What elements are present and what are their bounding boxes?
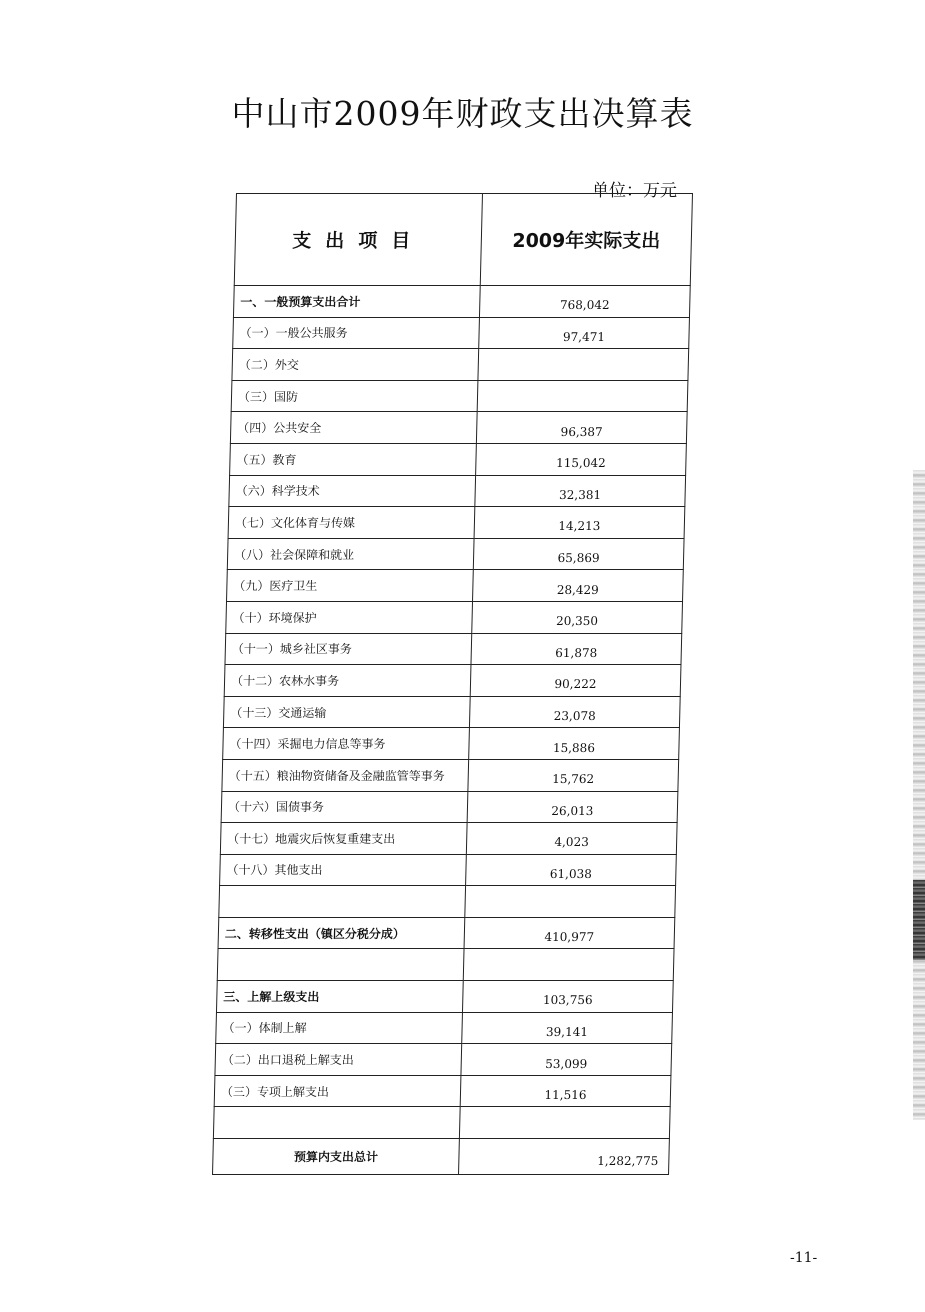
- row-value: 11,516: [460, 1075, 671, 1107]
- table-row: [218, 917, 675, 949]
- row-label: （一）体制上解: [216, 1012, 463, 1044]
- row-label: （十五）粮油物资储备及金融监管等事务: [222, 759, 469, 791]
- table-row: [231, 380, 688, 412]
- table-row: [214, 1075, 671, 1107]
- total-value: 1,282,775: [459, 1139, 670, 1175]
- row-label: （十七）地震灾后恢复重建支出: [220, 823, 467, 855]
- row-value: 20,350: [472, 601, 683, 633]
- row-value: 28,429: [473, 570, 684, 602]
- row-label: [213, 1107, 460, 1139]
- scan-edge-artifact: [913, 470, 925, 1120]
- row-value: 15,886: [469, 728, 680, 760]
- row-label: （十三）交通运输: [223, 696, 470, 728]
- row-value: 97,471: [479, 317, 690, 349]
- row-label: （二）外交: [232, 349, 479, 381]
- table-row: [225, 633, 682, 665]
- row-value: 61,038: [466, 854, 677, 886]
- table-row: [230, 412, 687, 444]
- row-value: 14,213: [474, 507, 685, 539]
- expenditure-table: [212, 193, 693, 1175]
- row-label: （十二）农林水事务: [224, 665, 471, 697]
- row-label: 二、转移性支出（镇区分税分成）: [218, 917, 465, 949]
- table-total-row: [213, 1139, 670, 1175]
- row-value: [477, 380, 688, 412]
- table-row: [233, 286, 690, 318]
- row-value: 61,878: [471, 633, 682, 665]
- total-label: 预算内支出总计: [213, 1139, 460, 1175]
- table-row: [226, 601, 683, 633]
- row-value: 32,381: [475, 475, 686, 507]
- row-label: [219, 886, 466, 918]
- document-title: 中山市2009年财政支出决算表: [231, 94, 694, 133]
- header-amount: 2009年实际支出: [480, 194, 692, 286]
- table-row: [227, 570, 684, 602]
- table-row: [223, 696, 680, 728]
- table-row-blank: [217, 949, 674, 981]
- row-label: （三）专项上解支出: [214, 1075, 461, 1107]
- scan-edge-dark-artifact: [913, 880, 925, 960]
- row-label: （一）一般公共服务: [233, 317, 480, 349]
- row-value: 39,141: [462, 1012, 673, 1044]
- table-row: [216, 1012, 673, 1044]
- table-row-blank: [213, 1107, 670, 1139]
- row-value: 96,387: [476, 412, 687, 444]
- table-row: [228, 507, 685, 539]
- row-value: 115,042: [476, 443, 687, 475]
- row-value: 90,222: [470, 665, 681, 697]
- table-row: [221, 791, 678, 823]
- row-label: [217, 949, 464, 981]
- table-row: [215, 1044, 672, 1076]
- expenditure-table-wrapper: [212, 193, 693, 1175]
- row-label: 一、一般预算支出合计: [233, 286, 480, 318]
- unit-label: 单位：万元: [592, 181, 677, 201]
- row-value: 103,756: [462, 981, 673, 1013]
- row-label: （七）文化体育与传媒: [228, 507, 475, 539]
- table-row-blank: [219, 886, 676, 918]
- row-value: 4,023: [466, 823, 677, 855]
- table-row: [230, 443, 687, 475]
- row-value: 65,869: [473, 538, 684, 570]
- row-label: （六）科学技术: [229, 475, 476, 507]
- table-header-row: [234, 194, 692, 286]
- table-row: [232, 349, 689, 381]
- table-row: [229, 475, 686, 507]
- table-row: [227, 538, 684, 570]
- table-row: [220, 823, 677, 855]
- row-value: 410,977: [464, 917, 675, 949]
- table-row: [233, 317, 690, 349]
- row-label: （十六）国债事务: [221, 791, 468, 823]
- row-label: （十一）城乡社区事务: [225, 633, 472, 665]
- row-label: （三）国防: [231, 380, 478, 412]
- row-value: 23,078: [469, 696, 680, 728]
- table-row: [224, 665, 681, 697]
- row-value: [463, 949, 674, 981]
- row-label: （十八）其他支出: [220, 854, 467, 886]
- row-label: 三、上解上级支出: [216, 981, 463, 1013]
- row-label: （四）公共安全: [230, 412, 477, 444]
- row-label: （十四）采掘电力信息等事务: [223, 728, 470, 760]
- row-label: （十）环境保护: [226, 601, 473, 633]
- row-label: （五）教育: [230, 443, 477, 475]
- row-value: 768,042: [479, 286, 690, 318]
- table-row: [222, 759, 679, 791]
- row-value: [465, 886, 676, 918]
- row-value: 53,099: [461, 1044, 672, 1076]
- header-item: 支出项目: [234, 194, 482, 286]
- table-row: [216, 981, 673, 1013]
- row-value: 15,762: [468, 759, 679, 791]
- row-value: [478, 349, 689, 381]
- table-row: [220, 854, 677, 886]
- row-value: 26,013: [467, 791, 678, 823]
- row-label: （八）社会保障和就业: [227, 538, 474, 570]
- row-label: （二）出口退税上解支出: [215, 1044, 462, 1076]
- page-number: -11-: [790, 1250, 818, 1266]
- table-row: [223, 728, 680, 760]
- row-value: [459, 1107, 670, 1139]
- row-label: （九）医疗卫生: [227, 570, 474, 602]
